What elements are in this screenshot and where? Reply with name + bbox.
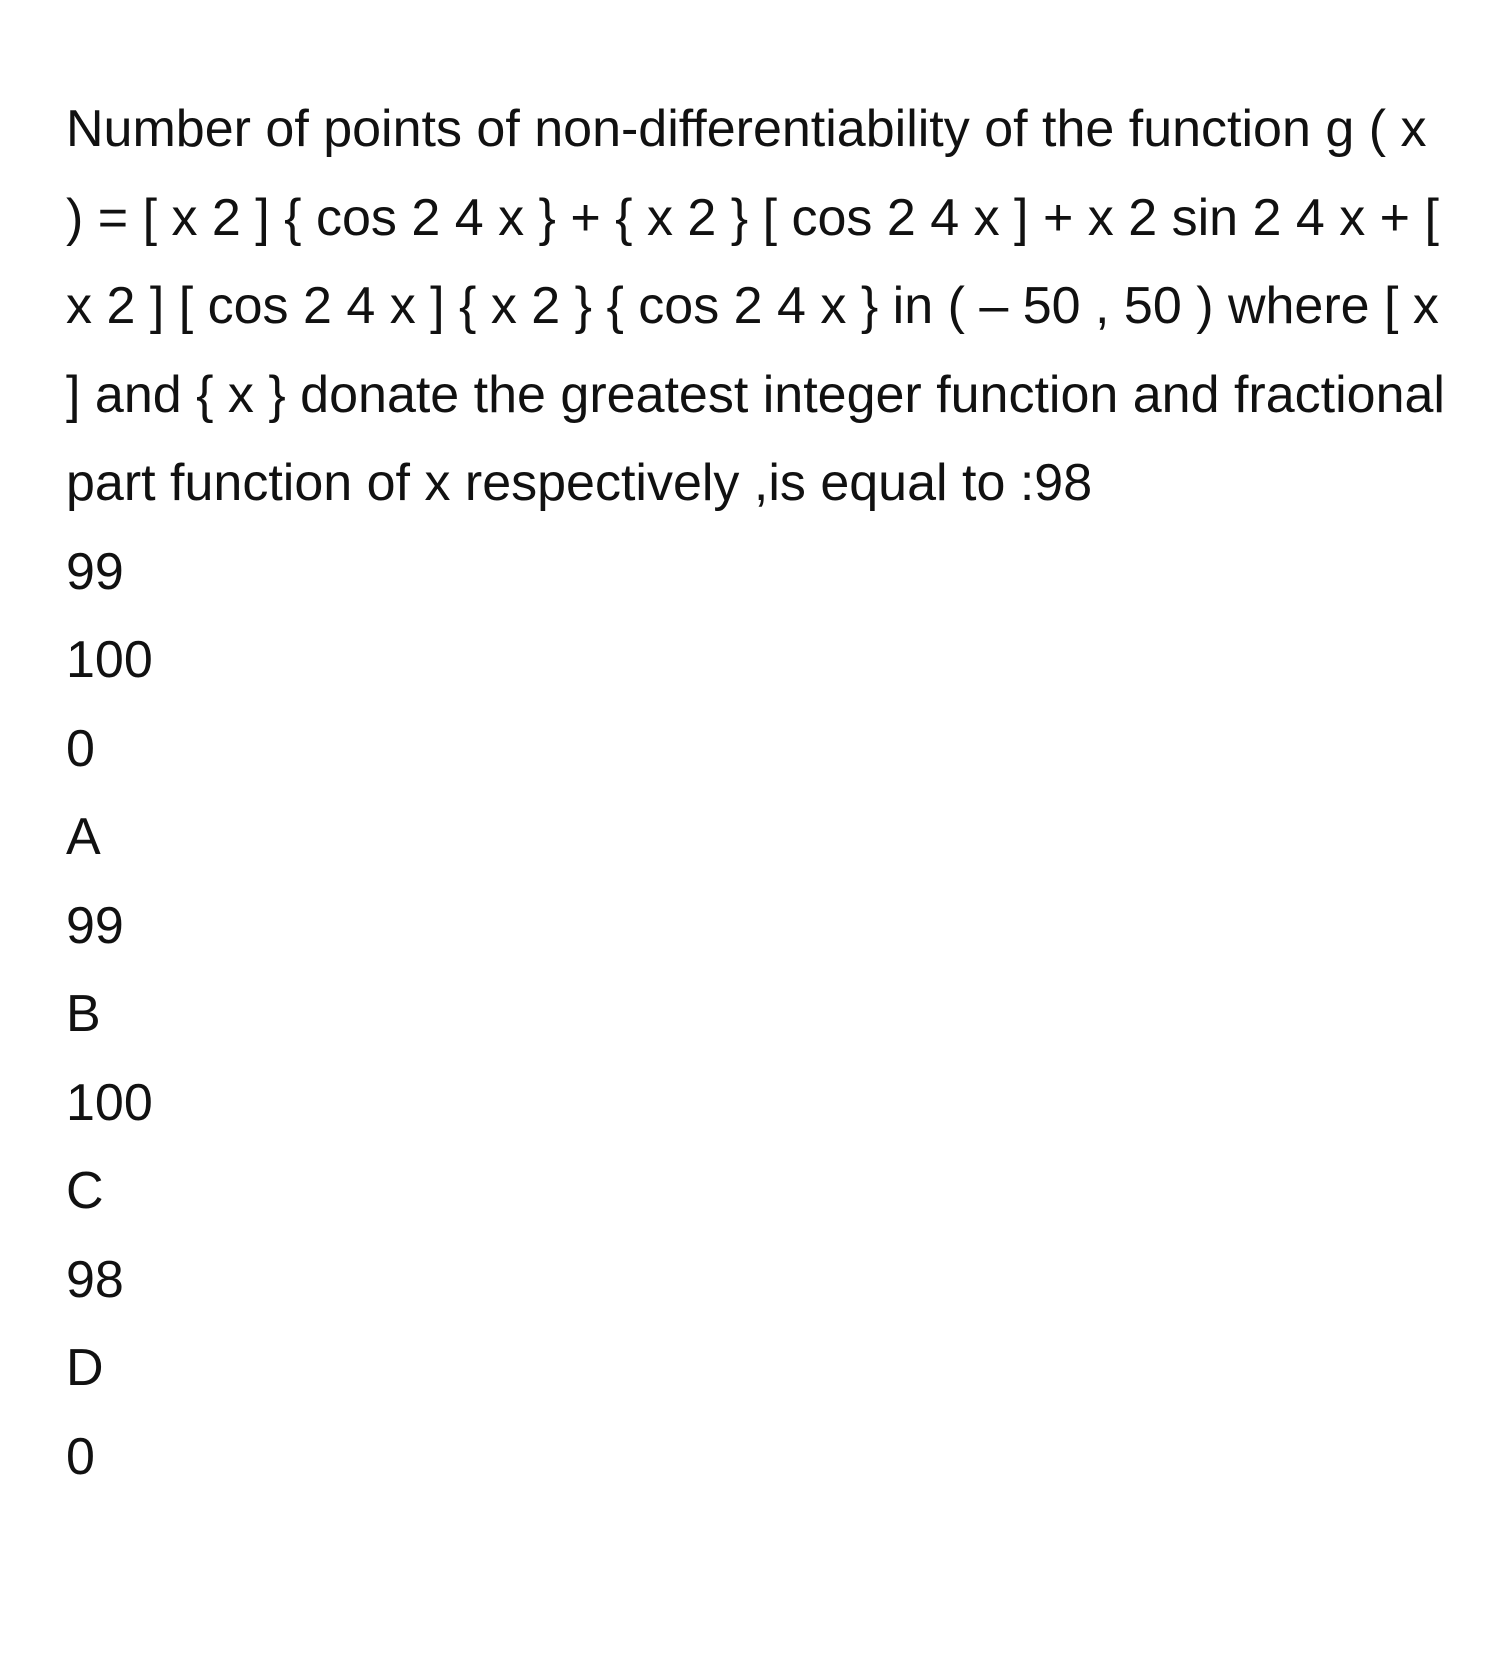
option-a-value: 99 (66, 896, 124, 955)
question-document (66, 85, 1456, 1501)
option-c-value: 98 (66, 1250, 124, 1309)
option-d-letter: D (66, 1339, 104, 1397)
option-b-value: 100 (66, 1073, 153, 1132)
question-text: Number of points of non-differentiability of the function g ( x ) = [ x 2 ] { cos 2 4 x } + { x 2 } [ cos 2 4 x ] + x 2 sin 2 4 x + [ x 2 ] [ cos 2 4 x ] { x 2 } { cos 2 4 x } in ( – 50 , 50 ) where [ x ] and { x } donate the greatest integer function and fractional part function of x respectively ,is equal to :98 (66, 100, 1445, 512)
option-d-value: 0 (66, 1427, 95, 1486)
inline-option-text: 100 (66, 631, 153, 689)
option-c-letter: C (66, 1162, 104, 1220)
inline-option-text: 0 (66, 719, 95, 778)
option-b-letter: B (66, 985, 101, 1043)
option-a-letter: A (66, 808, 101, 866)
inline-option-text: 99 (66, 542, 124, 601)
